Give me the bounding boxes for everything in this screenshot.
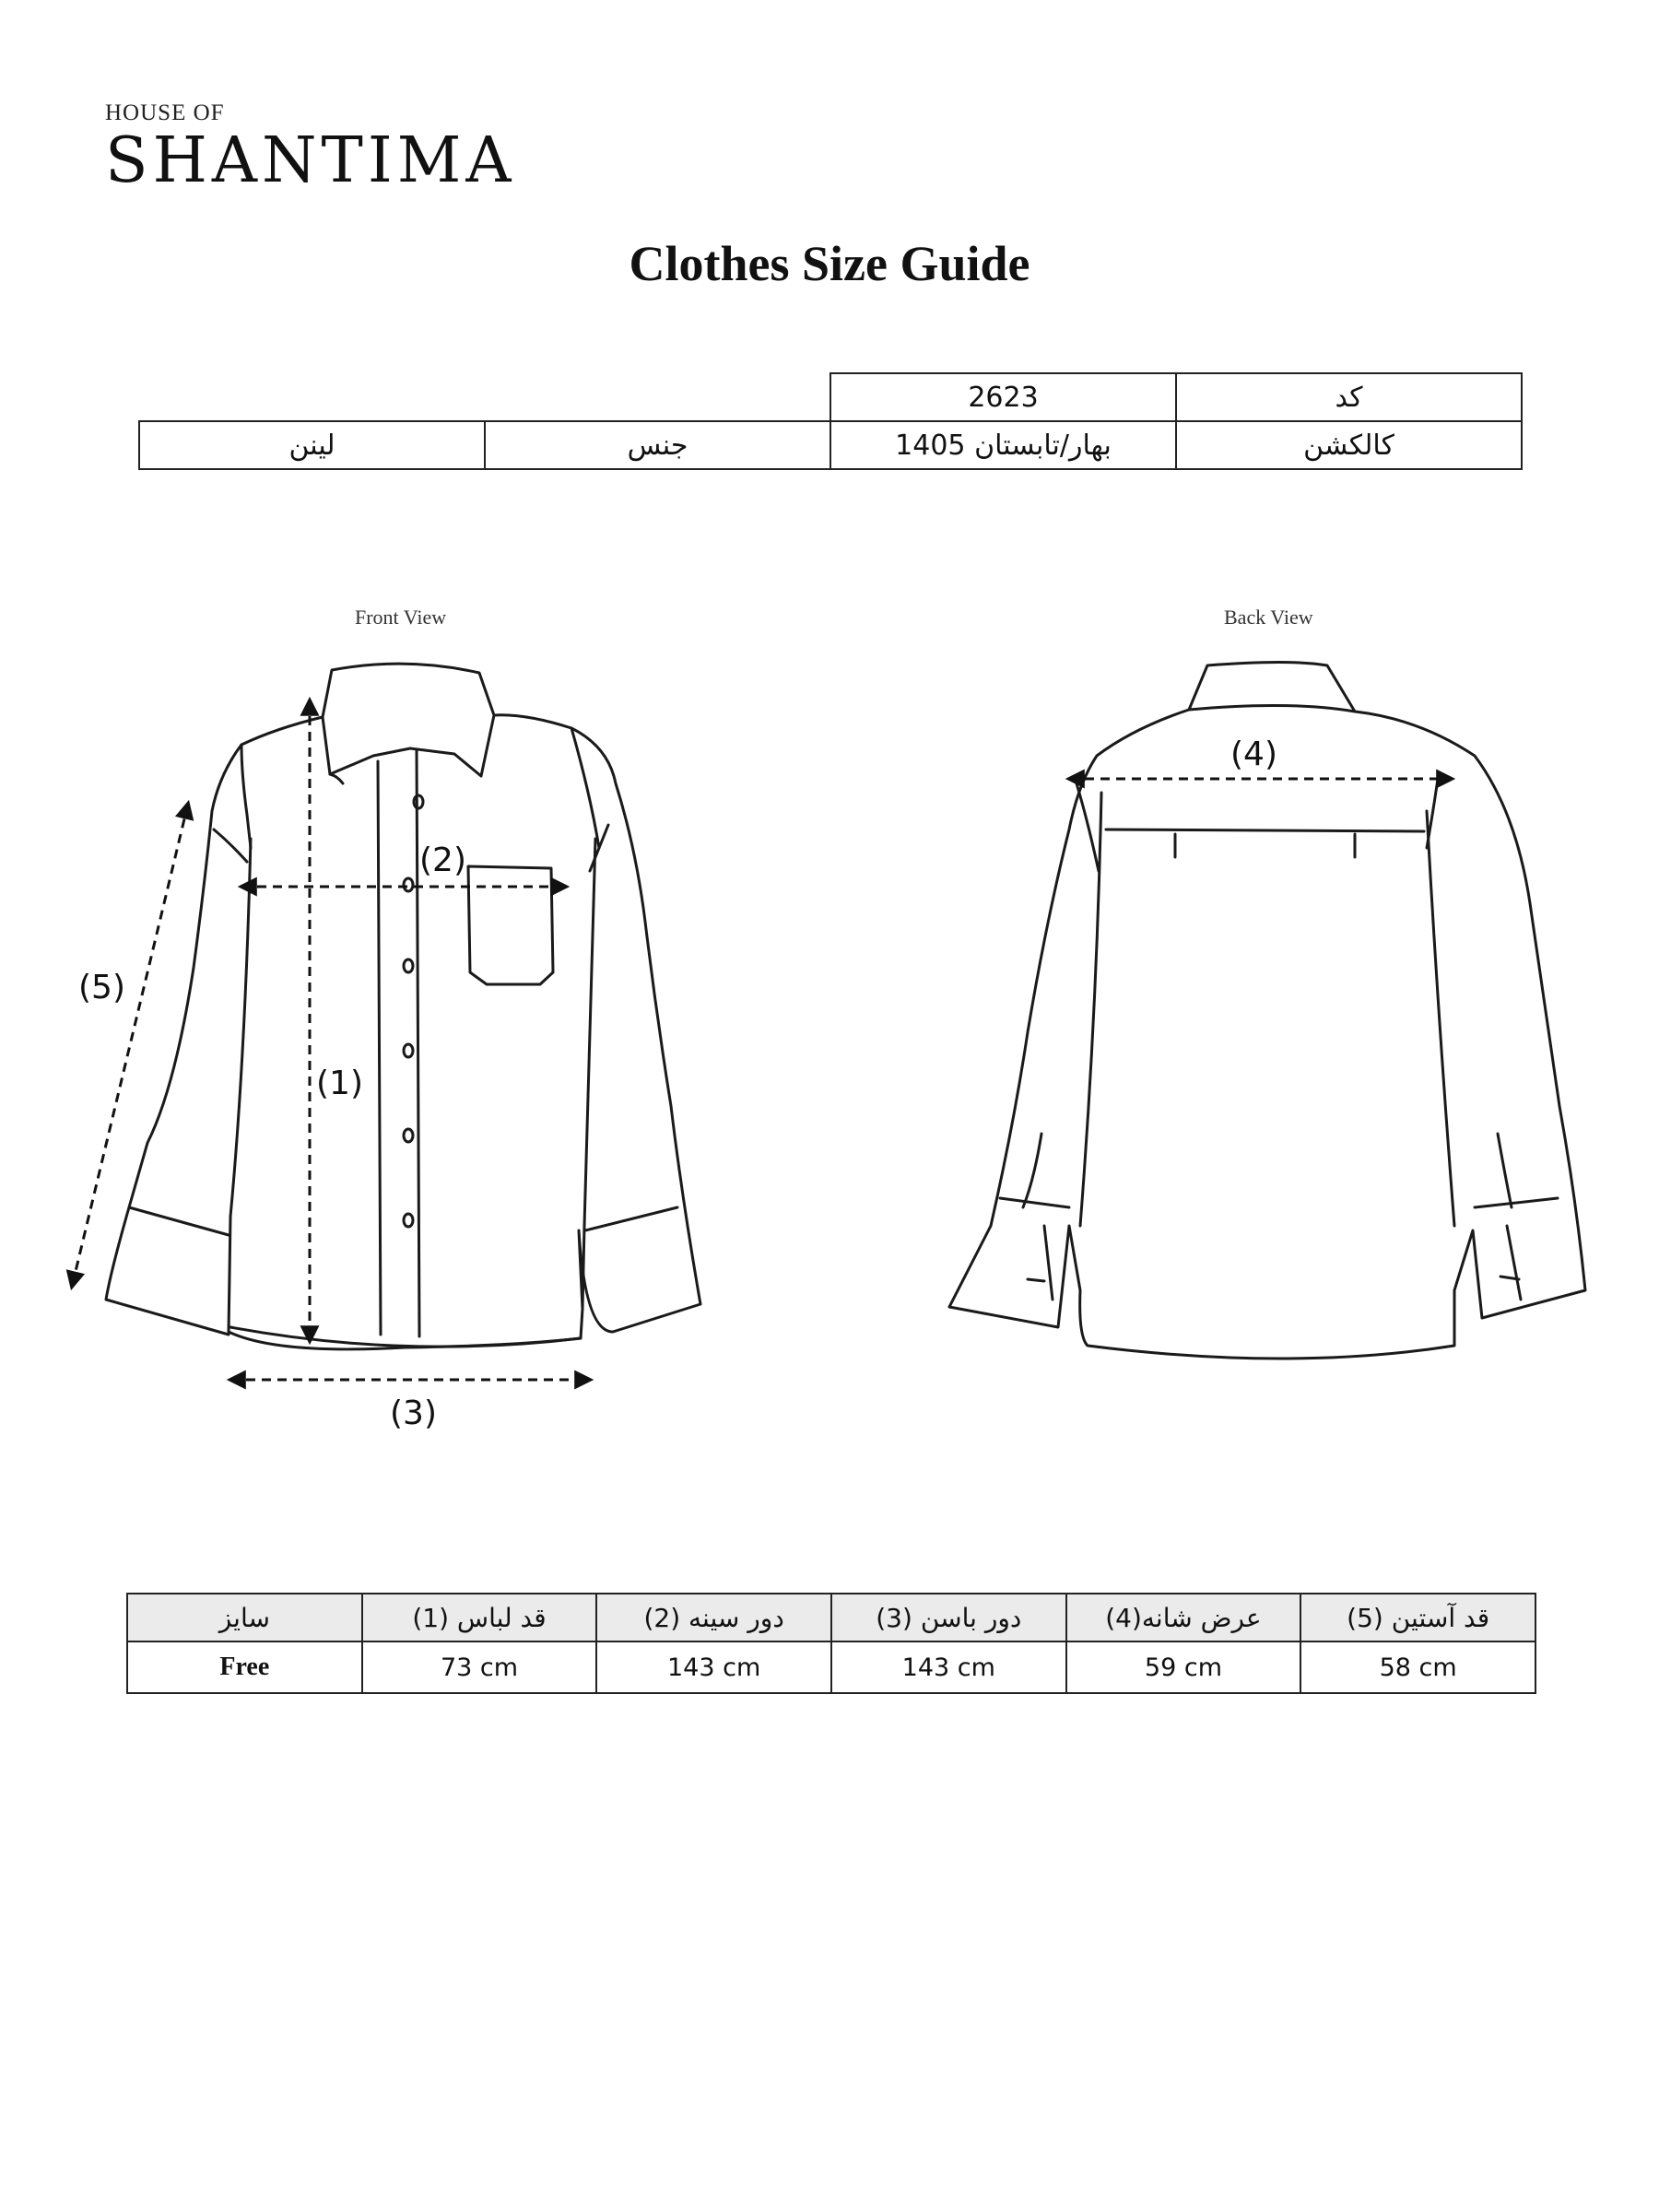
marker-3: (3) [390,1394,437,1432]
page-title: Clothes Size Guide [629,236,1030,291]
cell-length: 73 cm [362,1641,597,1693]
cell-chest: 143 cm [596,1641,831,1693]
header-sleeve: (5) قد آستین [1300,1594,1535,1641]
cell-sleeve: 58 cm [1300,1641,1535,1693]
measurement-arrows [72,700,1452,1380]
material-label: جنس [485,421,830,469]
cell-size: Free [127,1641,362,1693]
header-chest: (2) دور سینه [596,1594,831,1641]
cell-hip: 143 cm [831,1641,1066,1693]
header-shoulder: (4)عرض شانه [1066,1594,1301,1641]
header-hip: (3) دور باسن [831,1594,1066,1641]
front-shirt-drawing [106,664,700,1349]
marker-4: (4) [1230,735,1277,773]
collection-label: کالکشن [1176,421,1522,469]
arrow-sleeve [72,804,188,1287]
header-size: سایز [127,1594,362,1641]
marker-5: (5) [78,969,125,1006]
size-table-row [127,1641,1535,1693]
collection-value: بهار/تابستان 1405 [830,421,1176,469]
cell-shoulder: 59 cm [1066,1641,1301,1693]
marker-1: (1) [316,1065,363,1102]
header-length: (1) قد لباس [362,1594,597,1641]
marker-2: (2) [419,841,466,879]
material-value: لینن [139,421,485,469]
code-label: کد [1176,373,1522,421]
code-value: 2623 [830,373,1176,421]
front-view-label: Front View [355,606,447,629]
size-table [126,1593,1536,1694]
back-view-label: Back View [1224,606,1313,629]
size-table-header [127,1594,1535,1641]
brand-small-text: HOUSE OF [105,100,225,125]
brand-name: SHANTIMA [105,124,516,197]
